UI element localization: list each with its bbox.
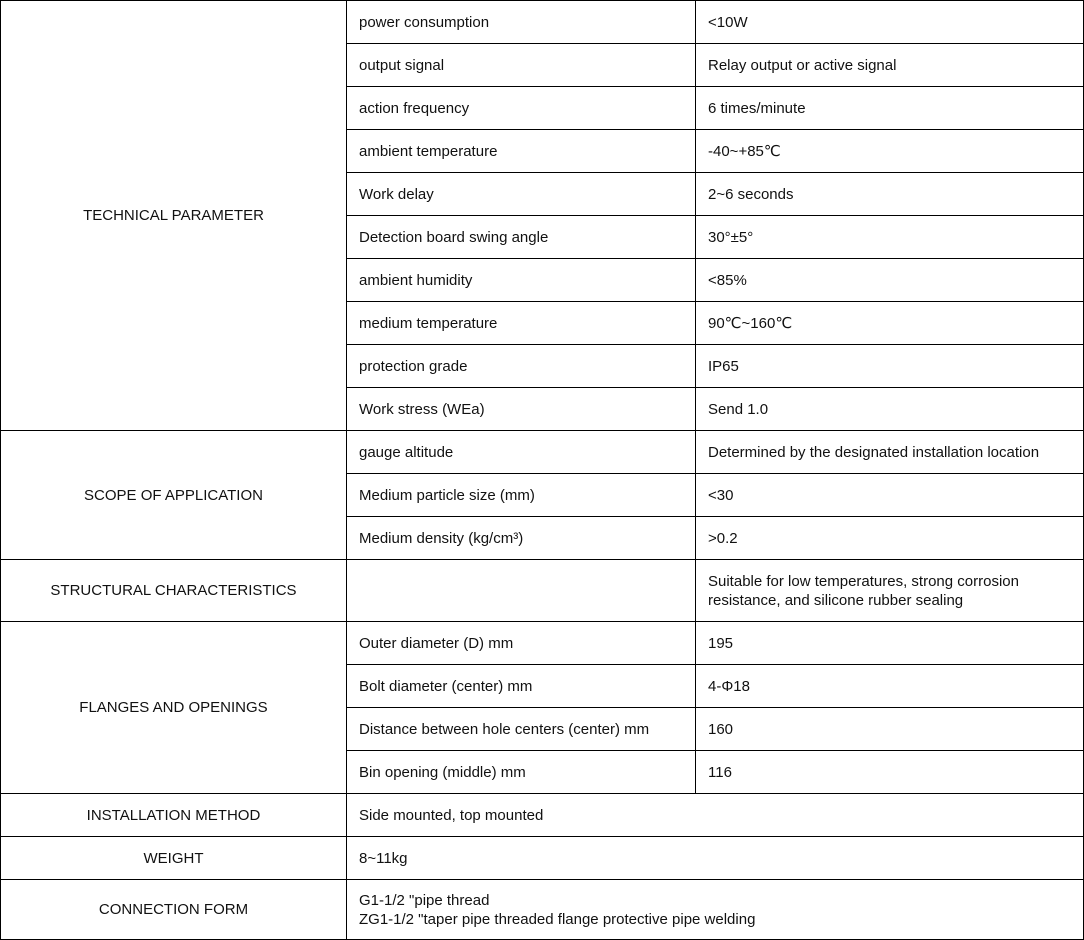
param-value: Side mounted, top mounted [347,794,1084,837]
param-name: Bin opening (middle) mm [347,751,696,794]
param-name: power consumption [347,1,696,44]
value-line: Suitable for low temperatures, strong corrosion [708,572,1019,590]
table-row [1,794,1084,837]
table-row [1,622,1084,665]
param-name [347,560,696,622]
param-value: 195 [696,622,1084,665]
param-name: ambient humidity [347,259,696,302]
param-value: -40~+85℃ [696,130,1084,173]
param-value: 4-Φ18 [696,665,1084,708]
param-value: Relay output or active signal [696,44,1084,87]
param-name: ambient temperature [347,130,696,173]
table-row [1,560,1084,622]
table-row [1,837,1084,880]
param-value: <30 [696,474,1084,517]
value-line: resistance, and silicone rubber sealing [708,591,964,609]
param-name: Work stress (WEa) [347,388,696,431]
param-value: <85% [696,259,1084,302]
value-line: G1-1/2 "pipe thread [359,891,490,909]
param-name: Outer diameter (D) mm [347,622,696,665]
param-value: 116 [696,751,1084,794]
category-structural-characteristics: STRUCTURAL CHARACTERISTICS [1,560,347,622]
param-name: Medium density (kg/cm³) [347,517,696,560]
param-name: Distance between hole centers (center) mm [347,708,696,751]
category-connection-form: CONNECTION FORM [1,880,347,940]
param-value: 90℃~160℃ [696,302,1084,345]
param-name: action frequency [347,87,696,130]
table-row [1,880,1084,940]
param-name: gauge altitude [347,431,696,474]
category-scope-of-application: SCOPE OF APPLICATION [1,431,347,560]
param-value [347,880,1084,940]
param-name: protection grade [347,345,696,388]
value-line: ZG1-1/2 "taper pipe threaded flange protective pipe welding [359,910,756,928]
param-value: Determined by the designated installation location [696,431,1084,474]
table-row [1,1,1084,44]
param-value: <10W [696,1,1084,44]
param-name: Detection board swing angle [347,216,696,259]
table-row [1,431,1084,474]
param-value: 8~11kg [347,837,1084,880]
param-value: 30°±5° [696,216,1084,259]
param-name: Medium particle size (mm) [347,474,696,517]
param-value: 2~6 seconds [696,173,1084,216]
param-name: output signal [347,44,696,87]
param-value: >0.2 [696,517,1084,560]
category-flanges-and-openings: FLANGES AND OPENINGS [1,622,347,794]
param-value: 160 [696,708,1084,751]
param-name: medium temperature [347,302,696,345]
category-weight: WEIGHT [1,837,347,880]
param-name: Bolt diameter (center) mm [347,665,696,708]
param-value: IP65 [696,345,1084,388]
param-value: 6 times/minute [696,87,1084,130]
category-technical-parameter: TECHNICAL PARAMETER [1,1,347,431]
param-value: Send 1.0 [696,388,1084,431]
param-value [696,560,1084,622]
param-name: Work delay [347,173,696,216]
category-installation-method: INSTALLATION METHOD [1,794,347,837]
